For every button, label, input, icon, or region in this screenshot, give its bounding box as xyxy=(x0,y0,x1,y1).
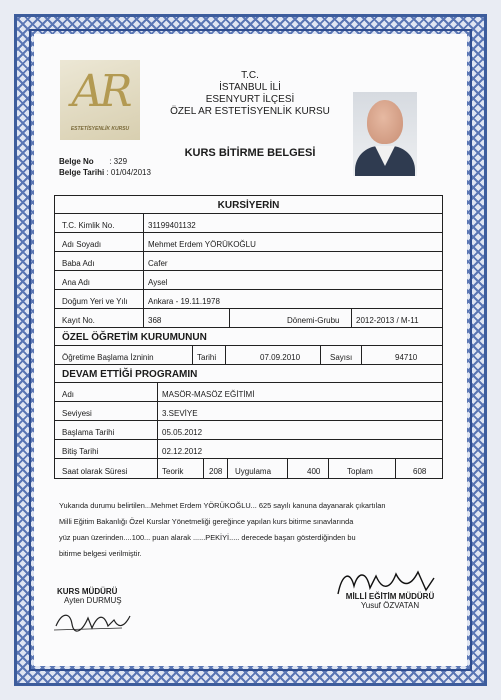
theory-value: 208 xyxy=(209,467,223,476)
table-row xyxy=(55,440,442,459)
father-label: Baba Adı xyxy=(62,259,95,268)
director-name: Ayten DURMUŞ xyxy=(64,596,122,605)
header-line-country: T.C. xyxy=(241,70,259,81)
name-value: Mehmet Erdem YÖRÜKOĞLU xyxy=(148,240,256,249)
table-row xyxy=(55,346,442,365)
ministry-director-title: MİLLİ EĞİTİM MÜDÜRÜ xyxy=(345,592,435,601)
student-photo xyxy=(353,92,417,176)
header-line-district: ESENYURT İLÇESİ xyxy=(205,94,295,105)
table-row xyxy=(55,402,442,421)
ministry-director-signature xyxy=(340,592,440,610)
table-row xyxy=(55,214,442,233)
practice-label: Uygulama xyxy=(235,467,272,476)
director-title: KURS MÜDÜRÜ xyxy=(57,587,118,596)
permit-number-label: Sayısı xyxy=(330,353,353,362)
issuer-header xyxy=(150,70,350,118)
mother-value: Aysel xyxy=(148,278,168,287)
permit-label: Öğretime Başlama İzninin xyxy=(62,353,154,362)
mother-label: Ana Adı xyxy=(62,278,91,287)
statement-line: yüz puan üzerinden....100... puan alarak ......PEKİYİ..... derecede başarı gösterdiğinden bu xyxy=(59,533,356,542)
end-date-label: Bitiş Tarihi xyxy=(62,447,99,456)
table-row xyxy=(55,290,442,309)
certificate-table xyxy=(54,195,443,479)
practice-value: 400 xyxy=(307,467,321,476)
section-title: DEVAM ETTİĞİ PROGRAMIN xyxy=(62,369,198,380)
table-row xyxy=(55,233,442,252)
doc-date-value: : 01/04/2013 xyxy=(106,168,151,177)
duration-label: Saat olarak Süresi xyxy=(62,467,128,476)
doc-date-label: Belge Tarihi xyxy=(59,168,105,177)
ministry-director-name: Yusuf ÖZVATAN xyxy=(360,601,420,610)
period-label: Dönemi-Grubu xyxy=(287,316,340,325)
statement-line: Yukarıda durumu belirtilen...Mehmet Erdem YÖRÜKOĞLU... 625 sayılı kanuna dayanarak çıkartılan xyxy=(59,501,386,510)
father-value: Cafer xyxy=(148,259,168,268)
doc-no-value: : 329 xyxy=(109,157,128,166)
section-kursiyer xyxy=(55,196,442,214)
name-label: Adı Soyadı xyxy=(62,240,102,249)
record-value: 368 xyxy=(148,316,162,325)
header-line-institution: ÖZEL AR ESTETİSYENLİK KURSU xyxy=(170,106,330,117)
permit-date-label: Tarihi xyxy=(197,353,217,362)
program-name-label: Adı xyxy=(62,390,75,399)
course-director-signature xyxy=(57,587,122,605)
document-number-block xyxy=(59,156,151,178)
doc-no-label: Belge No xyxy=(59,157,94,166)
program-name-value: MASÖR-MASÖZ EĞİTİMİ xyxy=(162,390,255,399)
total-value: 608 xyxy=(413,467,427,476)
header-line-province: İSTANBUL İLİ xyxy=(219,82,281,93)
logo-mark: AR xyxy=(71,66,129,117)
table-row xyxy=(55,252,442,271)
table-row xyxy=(55,271,442,290)
permit-number-value: 94710 xyxy=(395,353,418,362)
level-label: Seviyesi xyxy=(62,409,92,418)
record-label: Kayıt No. xyxy=(62,316,95,325)
period-value: 2012-2013 / M-11 xyxy=(356,316,419,325)
start-date-value: 05.05.2012 xyxy=(162,428,203,437)
document-title: KURS BİTİRME BELGESİ xyxy=(184,147,316,159)
start-date-label: Başlama Tarihi xyxy=(62,428,115,437)
birth-value: Ankara - 19.11.1978 xyxy=(148,297,220,306)
table-row xyxy=(55,459,442,478)
tc-label: T.C. Kimlik No. xyxy=(62,221,115,230)
table-row xyxy=(55,421,442,440)
statement-line: Milli Eğitim Bakanlığı Özel Kurslar Yönetmeliği gereğince yapılan kurs bitirme sınavlarında xyxy=(59,517,354,526)
theory-label: Teorik xyxy=(162,467,184,476)
certificate-statement xyxy=(59,498,449,562)
birth-label: Doğum Yeri ve Yılı xyxy=(62,297,128,306)
tc-value: 31199401132 xyxy=(148,221,196,230)
section-title: KURSİYERİN xyxy=(217,200,280,211)
director-handwritten-signature xyxy=(52,606,134,634)
section-kurum xyxy=(55,328,442,346)
course-logo xyxy=(60,60,140,140)
permit-date-value: 07.09.2010 xyxy=(260,353,301,362)
end-date-value: 02.12.2012 xyxy=(162,447,203,456)
statement-line: bitirme belgesi verilmiştir. xyxy=(59,549,142,558)
table-row xyxy=(55,383,442,402)
level-value: 3.SEVİYE xyxy=(162,409,198,418)
section-program xyxy=(55,365,442,383)
total-label: Toplam xyxy=(347,467,373,476)
table-row xyxy=(55,309,442,328)
logo-subtitle: ESTETİSYENLİK KURSU xyxy=(70,126,130,132)
section-title: ÖZEL ÖĞRETİM KURUMUNUN xyxy=(62,332,207,343)
